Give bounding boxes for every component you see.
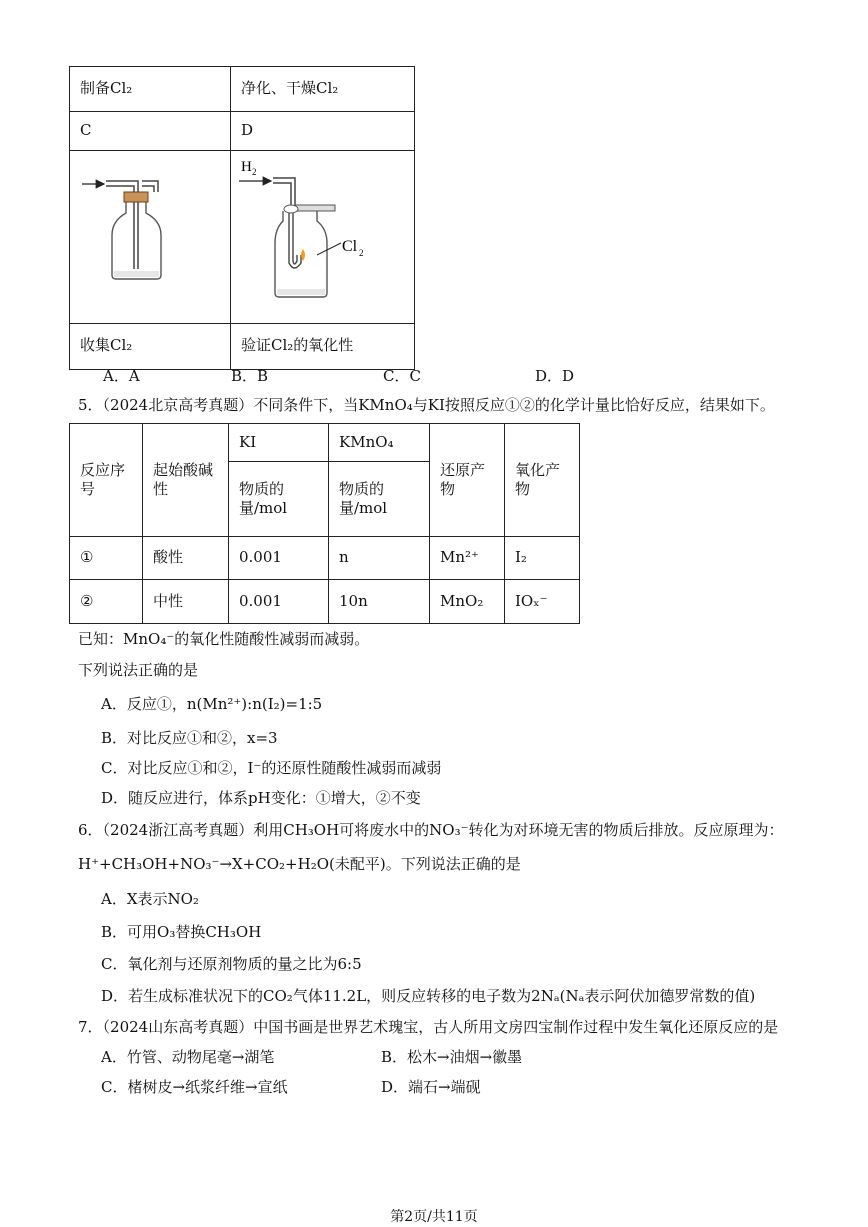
table-row — [70, 537, 580, 580]
q6-stem: 6．（2024浙江高考真题）利用CH₃OH可将废水中的NO₃⁻转化为对环境无害的物质后排放。反应原理为： — [78, 821, 784, 839]
q6-option-b[interactable]: B．可用O₃替换CH₃OH — [101, 923, 262, 941]
cell-prepare: 制备Cl₂ — [70, 67, 231, 112]
svg-text:2: 2 — [252, 167, 257, 177]
h2-combustion-in-cl2-icon — [231, 151, 415, 317]
row2-seq: ② — [70, 580, 143, 624]
header-seq: 反应序号 — [70, 424, 143, 537]
row1-seq: ① — [70, 537, 143, 580]
row2-ki: 0.001 — [229, 580, 329, 624]
q7-stem: 7．（2024山东高考真题）中国书画是世界艺术瑰宝，古人所用文房四宝制作过程中发生氧化还原反应的是 — [78, 1018, 779, 1036]
row2-red: MnO₂ — [430, 580, 505, 624]
q4-option-c[interactable]: C．C — [383, 367, 421, 385]
row2-acid: 中性 — [143, 580, 229, 624]
row2-kmno4: 10n — [329, 580, 430, 624]
page-footer: 第2页/共11页 — [390, 1209, 478, 1225]
q7-option-c[interactable]: C．楮树皮→纸浆纤维→宣纸 — [101, 1078, 288, 1096]
cell-verify: 验证Cl₂的氧化性 — [231, 323, 415, 369]
cell-purify: 净化、干燥Cl₂ — [231, 67, 415, 112]
q5-ask: 下列说法正确的是 — [78, 661, 199, 679]
svg-text:Cl: Cl — [342, 238, 358, 255]
cell-collect-apparatus — [70, 151, 231, 324]
table-row — [70, 580, 580, 624]
q7-option-b[interactable]: B．松木→油烟→徽墨 — [381, 1048, 523, 1066]
header-ki: KI — [229, 424, 329, 462]
q6-option-a[interactable]: A．X表示NO₂ — [101, 890, 199, 908]
q4-apparatus-table — [69, 66, 415, 370]
q5-option-c[interactable]: C．对比反应①和②，I⁻的还原性随酸性减弱而减弱 — [101, 759, 442, 777]
row1-kmno4: n — [329, 537, 430, 580]
row2-ox: IOₓ⁻ — [505, 580, 580, 624]
cell-collect: 收集Cl₂ — [70, 323, 231, 369]
header-amount-ki: 物质的量/mol — [229, 462, 329, 537]
svg-text:H: H — [241, 159, 252, 175]
q4-option-a[interactable]: A．A — [103, 367, 140, 385]
header-acid: 起始酸碱性 — [143, 424, 229, 537]
q5-option-a[interactable]: A．反应①，n(Mn²⁺):n(I₂)=1:5 — [101, 695, 323, 713]
header-amount-kmno4: 物质的量/mol — [329, 462, 430, 537]
q6-option-c[interactable]: C．氧化剂与还原剂物质的量之比为6:5 — [101, 955, 362, 973]
q5-option-d[interactable]: D．随反应进行，体系pH变化：①增大，②不变 — [101, 789, 421, 807]
q5-known: 已知：MnO₄⁻的氧化性随酸性减弱而减弱。 — [78, 630, 370, 648]
svg-text:2: 2 — [359, 248, 364, 258]
q7-option-d[interactable]: D．端石→端砚 — [381, 1078, 481, 1096]
cell-c: C — [70, 112, 231, 151]
cell-verify-apparatus — [231, 151, 415, 324]
q5-result-table — [69, 423, 580, 624]
cell-d: D — [231, 112, 415, 151]
row1-ox: I₂ — [505, 537, 580, 580]
q6-equation: H⁺+CH₃OH+NO₃⁻→X+CO₂+H₂O(未配平)。下列说法正确的是 — [78, 855, 521, 873]
row1-ki: 0.001 — [229, 537, 329, 580]
header-reduction-product: 还原产物 — [430, 424, 505, 537]
gas-collection-bottle-icon — [70, 151, 230, 317]
q4-option-b[interactable]: B．B — [231, 367, 269, 385]
row1-red: Mn²⁺ — [430, 537, 505, 580]
q7-option-a[interactable]: A．竹管、动物尾毫→湖笔 — [101, 1048, 275, 1066]
q5-stem: 5．（2024北京高考真题）不同条件下，当KMnO₄与KI按照反应①②的化学计量比恰好反应，结果如下。 — [78, 396, 775, 414]
q6-option-d[interactable]: D．若生成标准状况下的CO₂气体11.2L，则反应转移的电子数为2Nₐ(Nₐ表示阿伏加德罗常数的值) — [101, 987, 756, 1005]
row1-acid: 酸性 — [143, 537, 229, 580]
q5-option-b[interactable]: B．对比反应①和②，x=3 — [101, 729, 278, 747]
header-kmno4: KMnO₄ — [329, 424, 430, 462]
q4-option-d[interactable]: D．D — [535, 367, 575, 385]
header-oxidation-product: 氧化产物 — [505, 424, 580, 537]
